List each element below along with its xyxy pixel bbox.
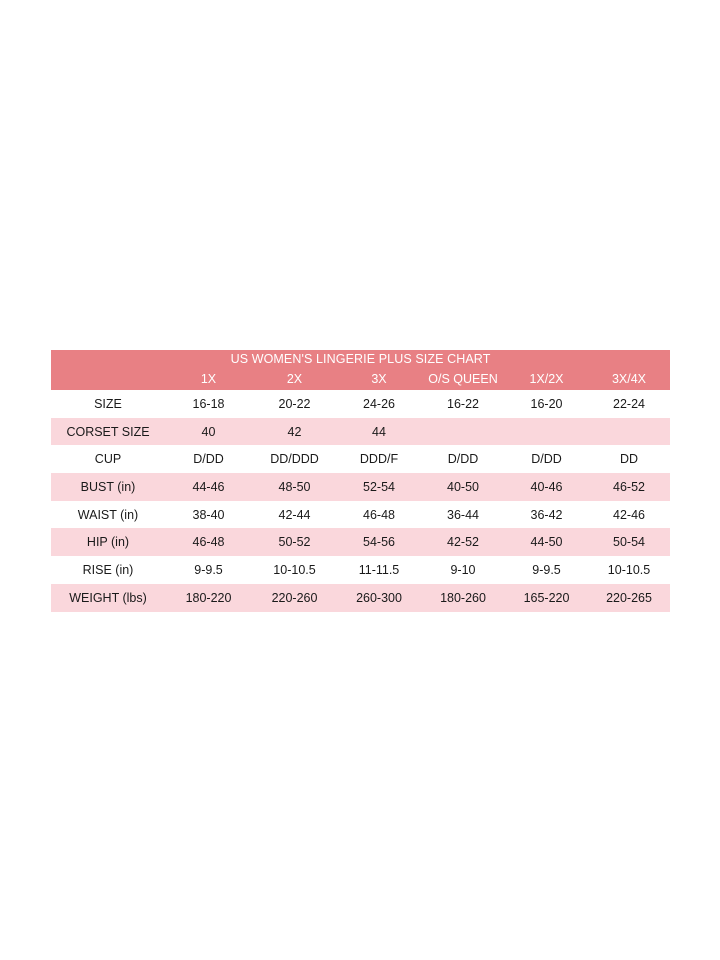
table-cell: 42-52 bbox=[447, 535, 479, 550]
table-cell: 38-40 bbox=[192, 507, 225, 522]
table-cell: 44 bbox=[372, 424, 386, 439]
table-cell: 260-300 bbox=[356, 590, 402, 605]
table-cell: 10-10.5 bbox=[607, 562, 651, 577]
table-cell: D/DD bbox=[531, 452, 562, 467]
table-cell: 42-44 bbox=[278, 507, 311, 522]
row-label: WEIGHT (lbs) bbox=[69, 590, 147, 605]
table-cell: 16-18 bbox=[192, 396, 225, 411]
table-row-corset-size bbox=[51, 418, 670, 446]
table-cell: 165-220 bbox=[523, 590, 570, 605]
table-cell: 22-24 bbox=[613, 396, 645, 411]
column-header: 3X/4X bbox=[611, 372, 647, 386]
table-row-weight bbox=[51, 584, 670, 612]
table-cell: 36-44 bbox=[447, 507, 479, 522]
table-row-size bbox=[51, 390, 670, 418]
table-cell: 50-52 bbox=[278, 535, 311, 550]
table-cell: DD/DDD bbox=[270, 452, 319, 467]
table-row-hip bbox=[51, 528, 670, 556]
table-cell: 16-20 bbox=[530, 396, 563, 411]
column-header: 2X bbox=[286, 372, 303, 386]
table-cell: DD bbox=[619, 452, 639, 467]
table-cell: 44-50 bbox=[530, 535, 563, 550]
table-cell: 24-26 bbox=[363, 396, 395, 411]
table-row-rise bbox=[51, 556, 670, 584]
table-cell: 42 bbox=[287, 424, 302, 439]
chart-title: US WOMEN'S LINGERIE PLUS SIZE CHART bbox=[230, 352, 491, 366]
table-cell: 9-10 bbox=[450, 562, 476, 577]
table-cell: 50-54 bbox=[613, 535, 645, 550]
table-cell: 16-22 bbox=[447, 396, 479, 411]
column-header-spacer bbox=[51, 372, 165, 386]
table-cell: 220-265 bbox=[606, 590, 652, 605]
table-cell: DDD/F bbox=[359, 452, 399, 467]
table-header bbox=[51, 350, 670, 390]
row-label: RISE (in) bbox=[82, 562, 134, 577]
table-cell: 40-50 bbox=[447, 479, 479, 494]
table-cell: 46-52 bbox=[613, 479, 645, 494]
column-header: 3X bbox=[371, 372, 387, 386]
table-cell: 44-46 bbox=[192, 479, 225, 494]
table-cell: D/DD bbox=[447, 452, 479, 467]
table-cell: 9-9.5 bbox=[532, 562, 561, 577]
row-label: CUP bbox=[94, 452, 122, 467]
table-cell: 20-22 bbox=[278, 396, 311, 411]
row-label: CORSET SIZE bbox=[66, 424, 150, 439]
table-cell: 40 bbox=[201, 424, 216, 439]
table-row-bust bbox=[51, 473, 670, 501]
table-cell: 9-9.5 bbox=[194, 562, 223, 577]
size-chart-table bbox=[51, 350, 670, 612]
table-cell: 36-42 bbox=[530, 507, 563, 522]
row-label: BUST (in) bbox=[80, 479, 136, 494]
table-cell: 46-48 bbox=[363, 507, 395, 522]
row-label: WAIST (in) bbox=[77, 507, 139, 522]
table-cell: 180-260 bbox=[440, 590, 486, 605]
table-cell: D/DD bbox=[193, 452, 224, 467]
row-label: HIP (in) bbox=[86, 535, 130, 550]
table-cell: 180-220 bbox=[185, 590, 232, 605]
table-cell: 48-50 bbox=[278, 479, 311, 494]
table-cell: 220-260 bbox=[271, 590, 318, 605]
table-cell: 40-46 bbox=[530, 479, 563, 494]
table-cell: 42-46 bbox=[613, 507, 645, 522]
size-column-headers bbox=[51, 372, 670, 386]
table-row-waist bbox=[51, 501, 670, 529]
column-header: O/S QUEEN bbox=[428, 372, 498, 386]
table-cell: 10-10.5 bbox=[273, 562, 316, 577]
table-row-cup bbox=[51, 445, 670, 473]
table-cell: 46-48 bbox=[192, 535, 225, 550]
table-cell: 52-54 bbox=[363, 479, 395, 494]
row-label: SIZE bbox=[94, 396, 122, 411]
table-cell: 54-56 bbox=[363, 535, 395, 550]
table-cell: 11-11.5 bbox=[358, 562, 400, 577]
column-header: 1X bbox=[200, 372, 217, 386]
column-header: 1X/2X bbox=[529, 372, 564, 386]
